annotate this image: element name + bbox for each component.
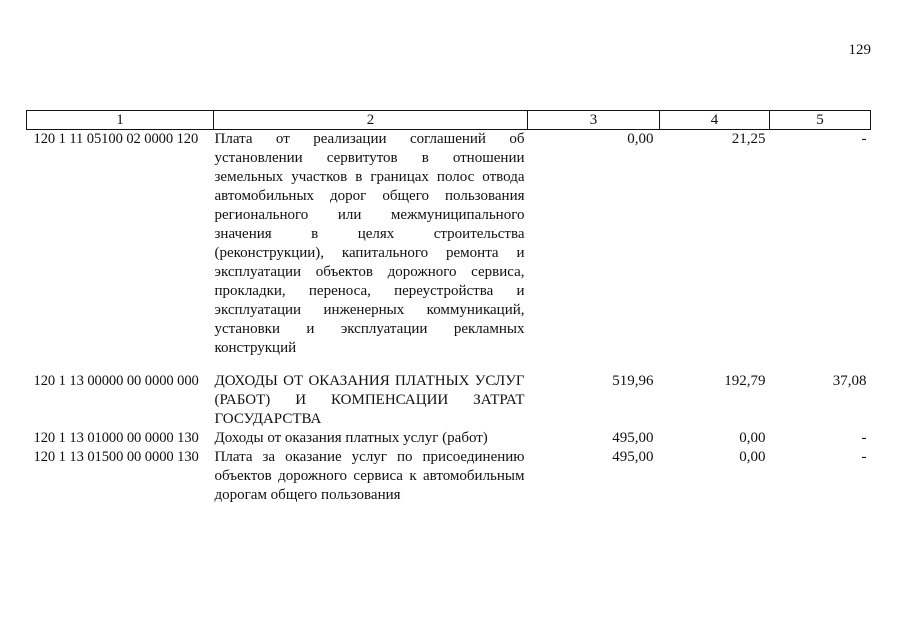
row-value-col5: 37,08 bbox=[832, 373, 867, 389]
table-row bbox=[27, 130, 871, 373]
table-row bbox=[27, 448, 871, 505]
row-value-col5: - bbox=[861, 449, 867, 465]
table-header bbox=[27, 111, 871, 130]
row-value-col4: 192,79 bbox=[724, 373, 766, 389]
row-value-col4: 21,25 bbox=[731, 131, 766, 147]
header-cell-5: 5 bbox=[770, 111, 871, 130]
row-value-col4: 0,00 bbox=[739, 449, 766, 465]
header-cell-1: 1 bbox=[27, 111, 214, 130]
row-description: Доходы от оказания платных услуг (работ) bbox=[214, 430, 488, 446]
row-description: ДОХОДЫ ОТ ОКАЗАНИЯ ПЛАТНЫХ УСЛУГ (РАБОТ) И КОМПЕНСАЦИИ ЗАТРАТ ГОСУДАРСТВА bbox=[214, 373, 525, 427]
row-value-col5: - bbox=[861, 430, 867, 446]
row-code: 120 1 13 01500 00 0000 130 bbox=[33, 449, 199, 465]
row-description: Плата от реализации соглашений об установлении сервитутов в отношении земельных участков в границах полос отвода автомобильных дорог общего пользования регионального или межмуниципального значения в целях строительства (реконструкции), капитального ремонта и эксплуатации объектов дорожного сервиса, прокладки, переноса, переустройства и эксплуатации инженерных коммуникаций, установки и эксплуатации рекламных конструкций bbox=[214, 131, 525, 356]
budget-revenue-table-container bbox=[26, 110, 870, 505]
header-cell-3: 3 bbox=[528, 111, 660, 130]
table-row bbox=[27, 429, 871, 448]
row-code: 120 1 11 05100 02 0000 120 bbox=[33, 131, 199, 147]
page-number: 129 bbox=[848, 42, 871, 58]
row-value-col5: - bbox=[861, 131, 867, 147]
row-code: 120 1 13 00000 00 0000 000 bbox=[33, 373, 199, 389]
header-cell-4: 4 bbox=[660, 111, 770, 130]
row-value-col4: 0,00 bbox=[739, 430, 766, 446]
budget-revenue-table bbox=[26, 110, 871, 505]
table-row bbox=[27, 372, 871, 429]
row-value-col3: 495,00 bbox=[612, 430, 654, 446]
row-value-col3: 0,00 bbox=[627, 131, 654, 147]
row-value-col3: 495,00 bbox=[612, 449, 654, 465]
row-description: Плата за оказание услуг по присоединению объектов дорожного сервиса к автомобильным дорогам общего пользования bbox=[214, 449, 525, 503]
row-value-col3: 519,96 bbox=[612, 373, 654, 389]
row-code: 120 1 13 01000 00 0000 130 bbox=[33, 430, 199, 446]
table-body bbox=[27, 130, 871, 506]
header-row bbox=[27, 111, 871, 130]
header-cell-2: 2 bbox=[214, 111, 528, 130]
